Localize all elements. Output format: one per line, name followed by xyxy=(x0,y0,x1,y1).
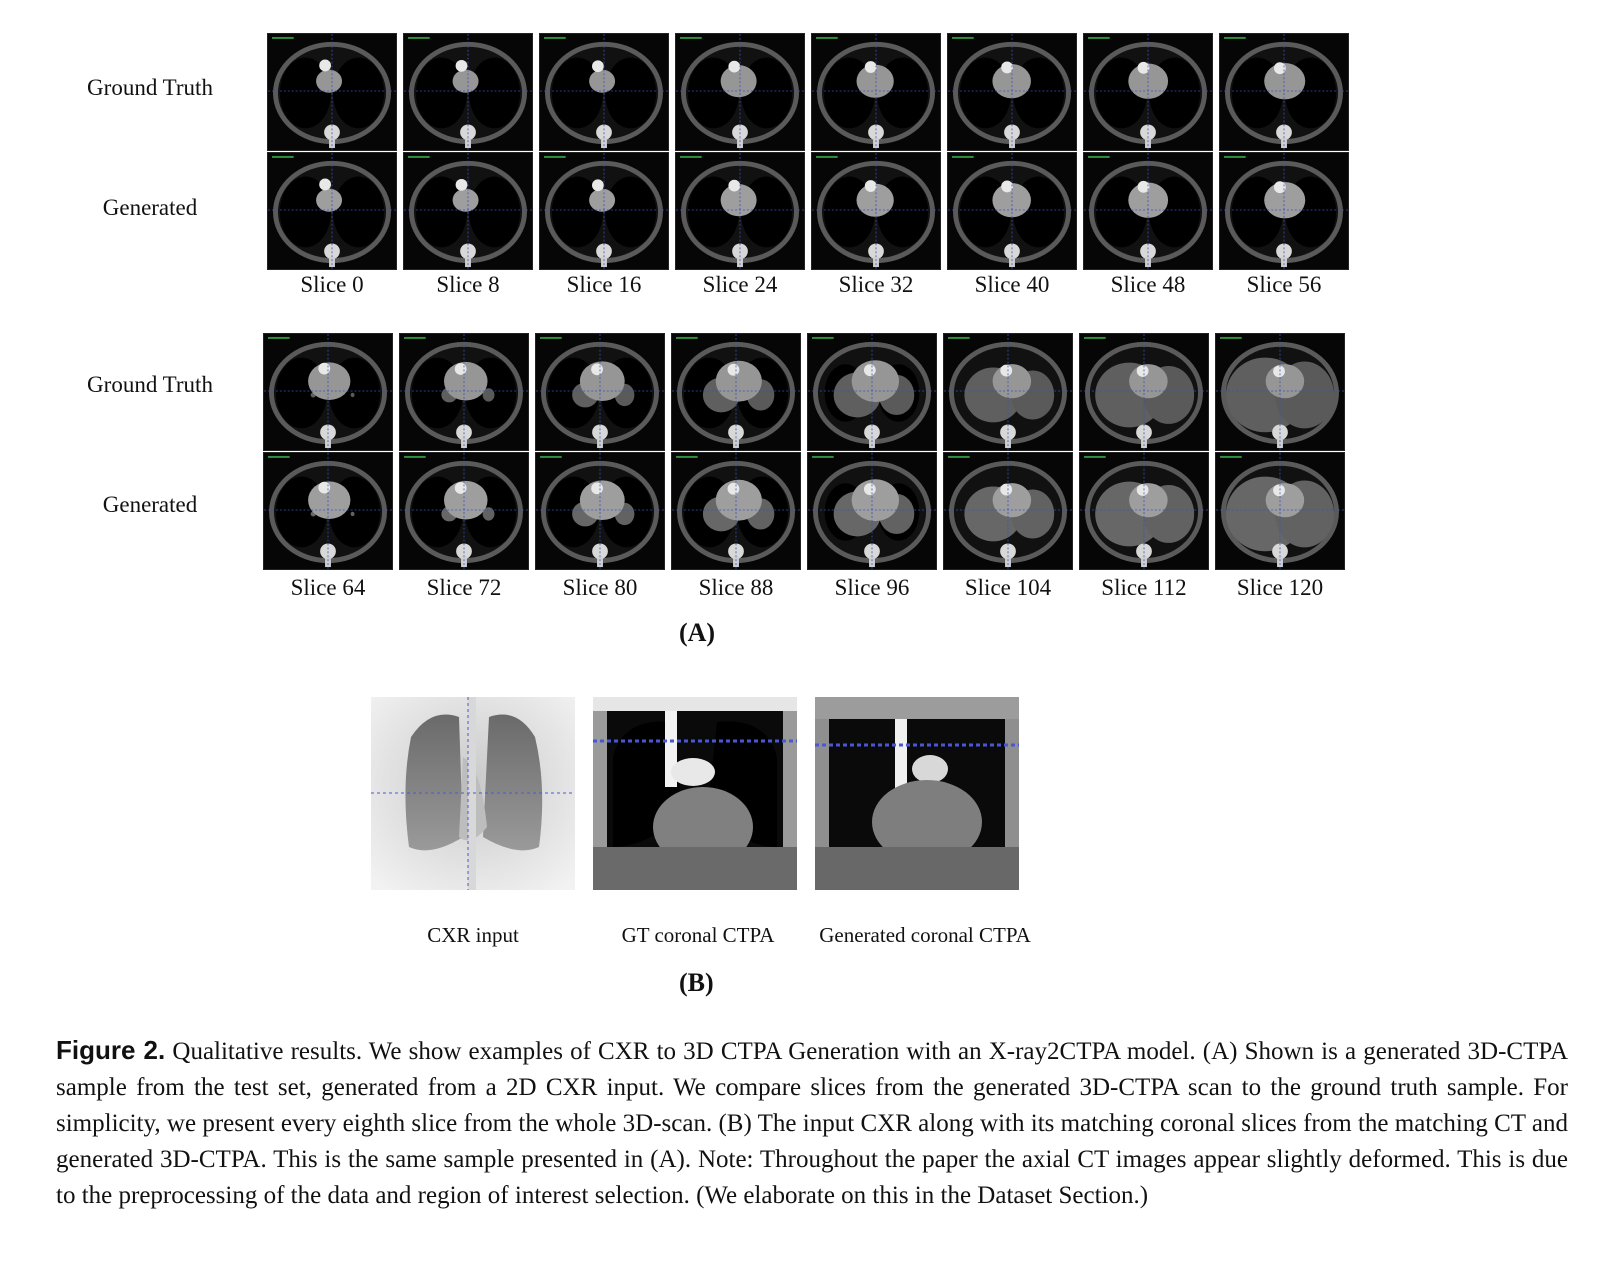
generated-ct-slice xyxy=(1215,452,1345,570)
figure-label: Figure 2. xyxy=(56,1035,166,1065)
caption-cxr-input: CXR input xyxy=(427,923,519,947)
slice-label: Slice 112 xyxy=(1101,575,1187,600)
slice-label: Slice 8 xyxy=(436,272,500,297)
panel-a-label: (A) xyxy=(679,618,716,647)
ground-truth-slices-bottom xyxy=(263,333,1349,451)
generated-ct-slice xyxy=(1219,152,1349,270)
ground-truth-ct-slice xyxy=(807,333,937,451)
generated-ct-slice xyxy=(943,452,1073,570)
generated-ct-slice xyxy=(403,152,533,270)
gt-coronal-ctpa-image xyxy=(593,697,797,890)
row-label-generated-top: Generated xyxy=(102,195,198,220)
caption-gt-coronal-ctpa: GT coronal CTPA xyxy=(621,923,775,947)
ground-truth-ct-slice xyxy=(403,33,533,151)
slice-label: Slice 80 xyxy=(562,575,638,600)
row-label-ground-truth-top: Ground Truth xyxy=(87,75,213,100)
generated-coronal-ctpa-image xyxy=(815,697,1019,890)
ground-truth-ct-slice xyxy=(671,333,801,451)
ground-truth-ct-slice xyxy=(535,333,665,451)
slice-label: Slice 64 xyxy=(290,575,366,600)
ground-truth-ct-slice xyxy=(267,33,397,151)
panel-b-label: (B) xyxy=(679,968,714,997)
generated-ct-slice xyxy=(807,452,937,570)
slice-label: Slice 40 xyxy=(974,272,1050,297)
ground-truth-ct-slice xyxy=(675,33,805,151)
row-label-generated-bottom: Generated xyxy=(102,492,198,517)
slice-label: Slice 56 xyxy=(1246,272,1322,297)
ground-truth-ct-slice xyxy=(1215,333,1345,451)
slice-label: Slice 16 xyxy=(566,272,642,297)
slice-label: Slice 104 xyxy=(964,575,1052,600)
slice-label: Slice 88 xyxy=(698,575,774,600)
slice-label: Slice 48 xyxy=(1110,272,1186,297)
ground-truth-ct-slice xyxy=(263,333,393,451)
generated-slices-bottom xyxy=(263,452,1349,570)
ground-truth-ct-slice xyxy=(1083,33,1213,151)
caption-generated-coronal-ctpa: Generated coronal CTPA xyxy=(819,923,1031,947)
ground-truth-ct-slice xyxy=(947,33,1077,151)
generated-slices-top xyxy=(267,152,1353,270)
slice-label: Slice 120 xyxy=(1236,575,1324,600)
slice-label: Slice 96 xyxy=(834,575,910,600)
generated-ct-slice xyxy=(811,152,941,270)
generated-ct-slice xyxy=(399,452,529,570)
generated-ct-slice xyxy=(947,152,1077,270)
ground-truth-ct-slice xyxy=(1079,333,1209,451)
generated-ct-slice xyxy=(535,452,665,570)
ground-truth-slices-top xyxy=(267,33,1353,151)
slice-label: Slice 72 xyxy=(426,575,502,600)
ground-truth-ct-slice xyxy=(1219,33,1349,151)
figure-caption-text: Qualitative results. We show examples of CXR to 3D CTPA Generation with an X-ray2CTPA model. (A) Shown is a generated 3D-CTPA sample from the test set, generated from a 2D CXR input. We compare slices from the generated 3D-CTPA scan to the ground truth sample. For simplicity, we present every eighth slice from the whole 3D-scan. (B) The input CXR along with its matching coronal slices from the matching CT and generated 3D-CTPA. This is the same sample presented in (A). Note: Throughout the paper the axial CT images appear slightly deformed. This is due to the preprocessing of the data and region of interest selection. (We elaborate on this in the Dataset Section.) xyxy=(56,1038,1569,1209)
generated-ct-slice xyxy=(263,452,393,570)
slice-label: Slice 0 xyxy=(300,272,364,297)
row-label-ground-truth-bottom: Ground Truth xyxy=(87,372,213,397)
ground-truth-ct-slice xyxy=(943,333,1073,451)
slice-label: Slice 32 xyxy=(838,272,914,297)
generated-ct-slice xyxy=(1083,152,1213,270)
ground-truth-ct-slice xyxy=(539,33,669,151)
generated-ct-slice xyxy=(539,152,669,270)
ground-truth-ct-slice xyxy=(811,33,941,151)
figure-caption xyxy=(56,1032,1568,1214)
slice-label: Slice 24 xyxy=(702,272,778,297)
generated-ct-slice xyxy=(671,452,801,570)
cxr-input-image xyxy=(371,697,575,890)
ground-truth-ct-slice xyxy=(399,333,529,451)
generated-ct-slice xyxy=(1079,452,1209,570)
generated-ct-slice xyxy=(675,152,805,270)
generated-ct-slice xyxy=(267,152,397,270)
